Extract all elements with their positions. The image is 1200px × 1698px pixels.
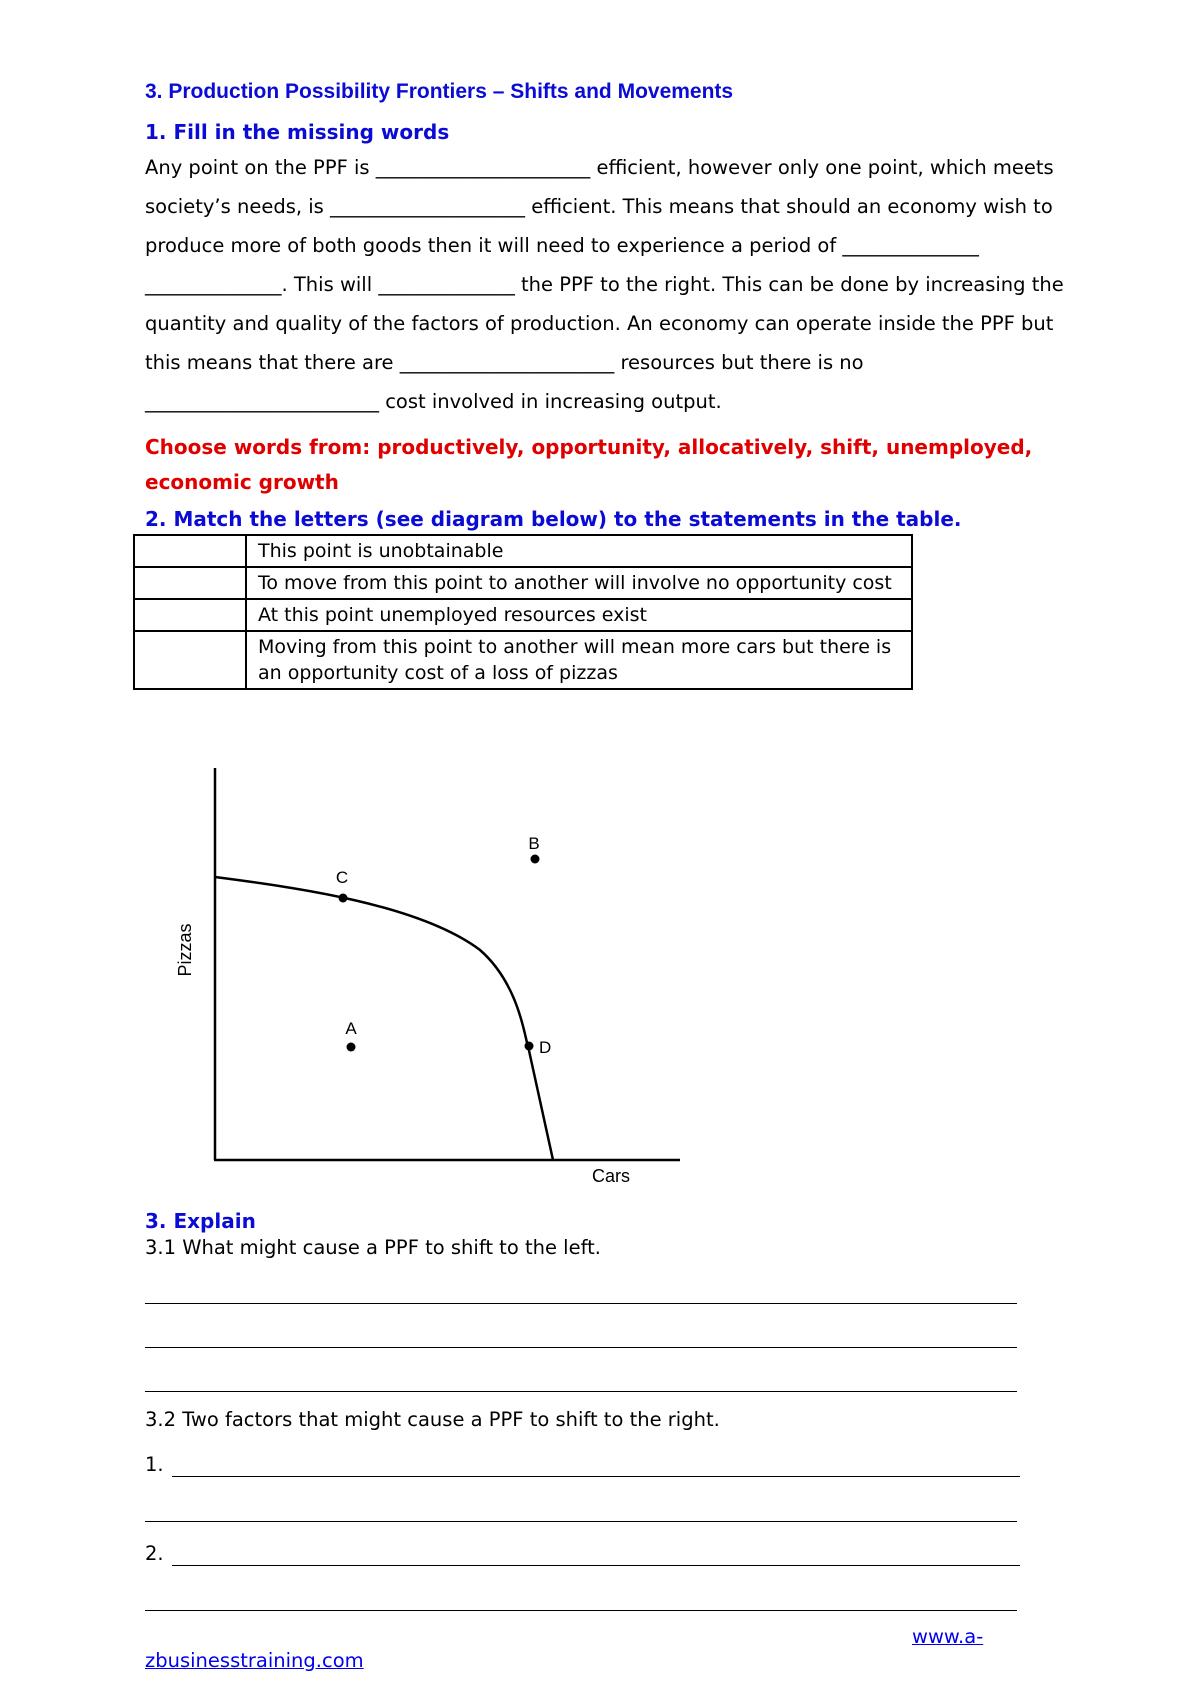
statement-cell: To move from this point to another will involve no opportunity cost: [246, 567, 912, 599]
point-d: [525, 1042, 534, 1051]
answer-number-1: 1.: [145, 1453, 164, 1476]
paragraph-line: society’s needs, is ____________________ efficient. This means that should an economy wish to: [145, 195, 1053, 218]
section1-heading: 1. Fill in the missing words: [145, 120, 450, 144]
question-3-2: 3.2 Two factors that might cause a PPF to shift to the right.: [145, 1408, 720, 1431]
statement-cell: At this point unemployed resources exist: [246, 599, 912, 631]
point-b-label: B: [528, 834, 540, 853]
section2-heading: 2. Match the letters (see diagram below) to the statements in the table.: [145, 507, 962, 531]
answer-line[interactable]: [145, 1347, 1017, 1348]
paragraph-line: ______________. This will ______________ the PPF to the right. This can be done by increasing the: [145, 273, 1064, 296]
point-a: [347, 1043, 356, 1052]
statement-cell: This point is unobtainable: [246, 535, 912, 567]
answer-number-2: 2.: [145, 1542, 164, 1565]
point-d-label: D: [539, 1038, 552, 1057]
paragraph-line: ________________________ cost involved in increasing output.: [145, 390, 722, 413]
section3-heading: 3. Explain: [145, 1209, 256, 1233]
paragraph-line: Any point on the PPF is ______________________ efficient, however only one point, which meets: [145, 156, 1054, 179]
y-axis-label: Pizzas: [175, 923, 195, 977]
answer-line[interactable]: [145, 1521, 1017, 1522]
answer-line[interactable]: [172, 1476, 1020, 1477]
footer-link-part1[interactable]: www.a-: [912, 1625, 984, 1648]
page-title: 3. Production Possibility Frontiers – Shifts and Movements: [145, 80, 734, 103]
answer-line[interactable]: [172, 1565, 1020, 1566]
statement-cell: Moving from this point to another will mean more cars but there is an opportunity cost of a loss of pizzas: [246, 631, 912, 689]
footer-link-part2[interactable]: zbusinesstraining.com: [145, 1649, 364, 1672]
ppf-curve: [215, 877, 553, 1160]
point-c-label: C: [335, 868, 349, 887]
point-c: [339, 894, 348, 903]
answer-line[interactable]: [145, 1610, 1017, 1611]
x-axis-label: Cars: [591, 1166, 631, 1186]
question-3-1: 3.1 What might cause a PPF to shift to the left.: [145, 1236, 601, 1259]
word-bank: Choose words from: productively, opportunity, allocatively, shift, unemployed, economic growth: [145, 435, 1033, 494]
paragraph-line: produce more of both goods then it will need to experience a period of ______________: [145, 234, 979, 257]
answer-line[interactable]: [145, 1391, 1017, 1392]
answer-line[interactable]: [145, 1303, 1017, 1304]
point-b: [531, 855, 540, 864]
paragraph-line: this means that there are ______________________ resources but there is no: [145, 351, 864, 374]
paragraph-line: quantity and quality of the factors of production. An economy can operate inside the PPF but: [145, 312, 1054, 335]
point-a-label: A: [345, 1019, 357, 1038]
